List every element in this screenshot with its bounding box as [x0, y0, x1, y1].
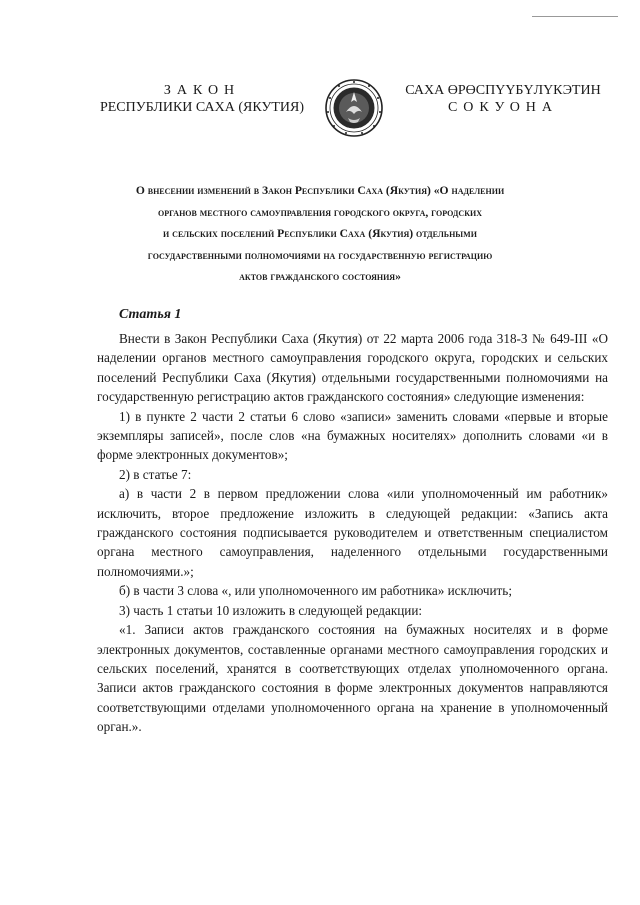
header-right — [388, 82, 618, 116]
article-body — [97, 329, 608, 737]
paragraph: Внести в Закон Республики Саха (Якутия) от 22 марта 2006 года 318-З № 649-III «О наделении органов местного самоуправления городского округа, городских и сельских поселений Республики Саха (Якутия) отдельными государственными полномочиями на государственную регистрацию актов гражданского состояния» следующие изменения: — [97, 331, 608, 405]
top-rule — [532, 16, 618, 17]
document-title — [100, 180, 540, 288]
paragraph: а) в части 2 в первом предложении слова «или уполномоченный им работник» исключить, второе предложение изложить в следующей редакции: «Запись акта гражданского состояния подписывается руководителем и ответственным специалистом органа местного самоуправления, наделенного отдельными государственными полномочиями.»; — [97, 486, 608, 579]
header-right-subtitle: СОКУОНА — [447, 100, 559, 115]
paragraph: 3) часть 1 статьи 10 изложить в следующей редакции: — [119, 602, 423, 618]
title-line: государственными полномочиями на государственную регистрацию — [147, 248, 493, 262]
header-right-title: САХА ӨРӨСПҮҮБҮЛҮКЭТИН — [405, 83, 601, 98]
coat-of-arms-emblem-icon — [324, 78, 384, 138]
title-line: О внесении изменений в Закон Республики Саха (Якутия) «О наделении — [135, 184, 505, 197]
header-left-title: ЗАКОН — [163, 83, 241, 98]
paragraph: «1. Записи актов гражданского состояния на бумажных носителях и в форме электронных документов, составленные органами местного самоуправления городских и сельских поселений, хранятся в соответствующих отделах уполномоченного органа. Записи актов гражданского состояния в форме электронных документов направляются соответствующими отделами уполномоченного органа на хранение в уполномоченный орган.». — [97, 622, 608, 735]
title-line: органов местного самоуправления городского округа, городских — [157, 205, 483, 219]
document-header — [0, 78, 640, 158]
paragraph: б) в части 3 слова «, или уполномоченного им работника» исключить; — [119, 583, 512, 599]
title-line: актов гражданского состояния» — [239, 270, 401, 283]
article-heading: Статья 1 — [119, 307, 182, 322]
paragraph: 2) в статье 7: — [119, 466, 192, 482]
paragraph: 1) в пункте 2 части 2 статьи 6 слово «записи» заменить словами «первые и вторые экземпляры записей», после слов «на бумажных носителях» дополнить словами «и в форме электронных документов»; — [97, 408, 608, 463]
header-left — [92, 82, 312, 116]
title-line: и сельских поселений Республики Саха (Якутия) отдельными — [163, 227, 477, 240]
header-left-subtitle: РЕСПУБЛИКИ САХА (ЯКУТИЯ) — [99, 100, 305, 115]
